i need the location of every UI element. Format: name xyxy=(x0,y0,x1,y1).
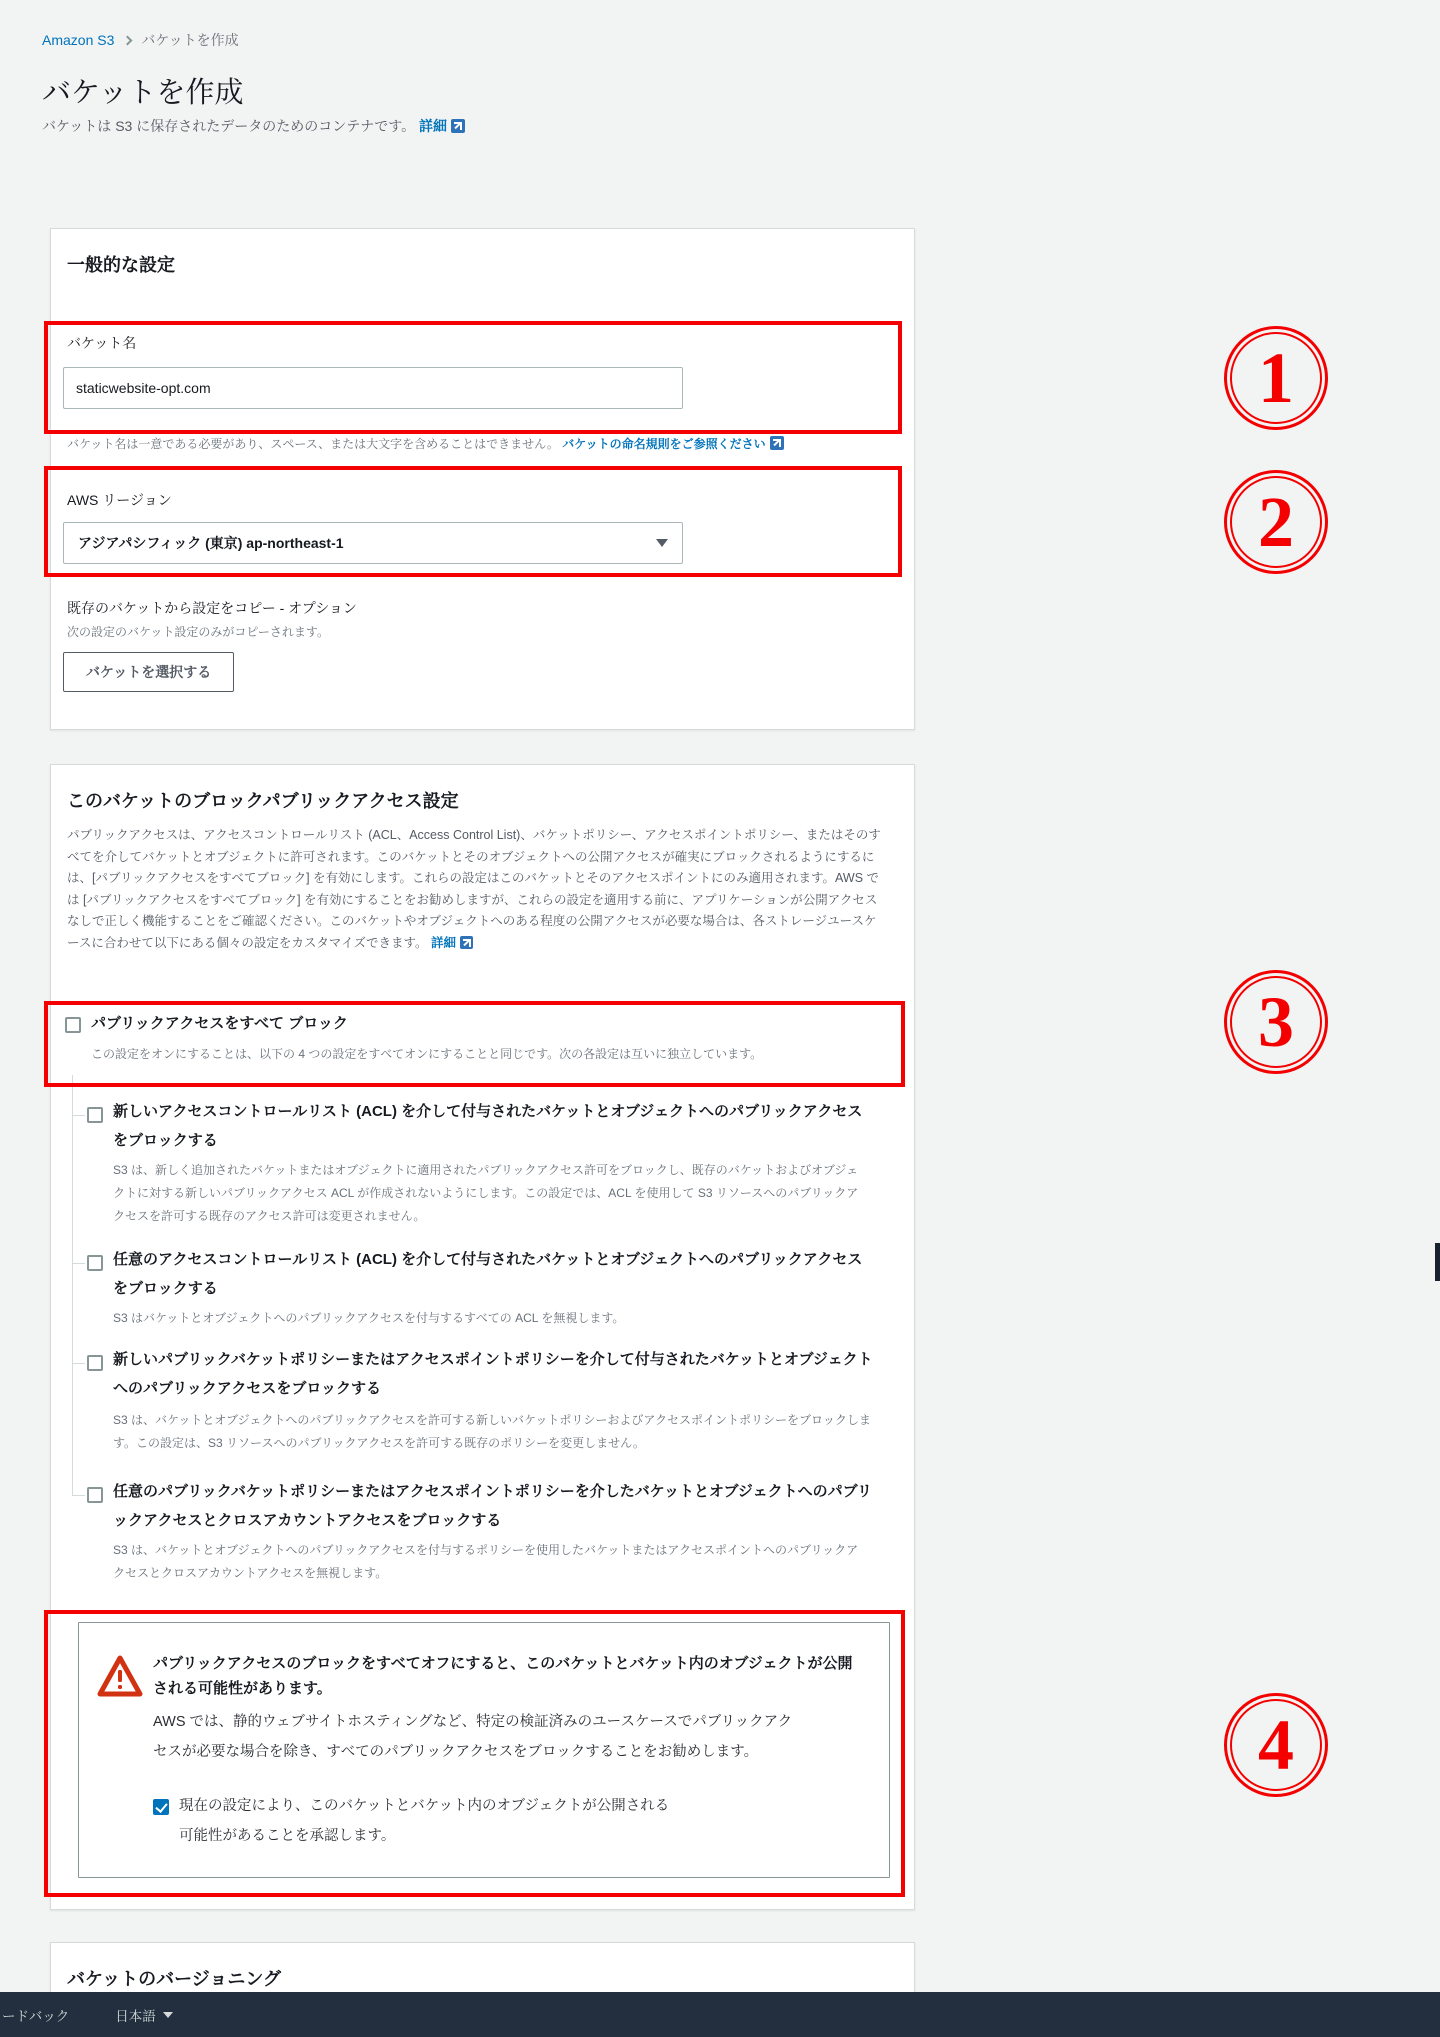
block-any-policy-label: 任意のパブリックバケットポリシーまたはアクセスポイントポリシーを介したバケットとオブジェクトへのパブリックアクセスとクロスアカウントアクセスをブロックする xyxy=(113,1483,873,1529)
acknowledge-checkbox[interactable] xyxy=(153,1799,169,1815)
warning-triangle-icon xyxy=(97,1655,143,1697)
choose-bucket-button[interactable]: バケットを選択する xyxy=(63,652,234,692)
block-all-public-access-checkbox[interactable] xyxy=(65,1017,81,1033)
annotation-circle-4: 4 xyxy=(1224,1693,1328,1797)
tree-connector-stub xyxy=(72,1115,85,1116)
bucket-name-input[interactable] xyxy=(63,367,683,409)
aws-region-label: AWS リージョン xyxy=(67,492,172,508)
external-link-icon[interactable] xyxy=(460,936,473,949)
footer-bar xyxy=(0,1992,1440,2037)
block-all-public-access-label: パブリックアクセスをすべて ブロック xyxy=(91,1015,348,1032)
aws-region-select[interactable] xyxy=(63,522,683,564)
block-any-acl-label: 任意のアクセスコントロールリスト (ACL) を介して付与されたバケットとオブジェクトへのパブリックアクセスをブロックする xyxy=(113,1251,863,1297)
external-link-icon[interactable] xyxy=(451,119,465,133)
block-public-access-heading: このバケットのブロックパブリックアクセス設定 xyxy=(67,791,459,811)
tree-connector-stub xyxy=(72,1263,85,1264)
breadcrumb-link-amazon-s3[interactable]: Amazon S3 xyxy=(42,32,115,48)
copy-settings-label: 既存のバケットから設定をコピー - オプション xyxy=(67,600,357,616)
general-settings-card xyxy=(50,228,915,730)
details-link[interactable]: 詳細 xyxy=(418,118,447,134)
warning-title: パブリックアクセスのブロックをすべてオフにすると、このバケットとバケット内のオブジェクトが公開される可能性があります。 xyxy=(153,1655,853,1697)
bucket-name-label: バケット名 xyxy=(67,335,137,351)
details-link[interactable]: 詳細 xyxy=(431,935,457,950)
annotation-circle-1: 1 xyxy=(1224,326,1328,430)
block-public-access-description-text: パブリックアクセスは、アクセスコントロールリスト (ACL、Access Control List)、バケットポリシー、アクセスポイントポリシー、またはそのすべてを介してバケットとオブジェクトに許可されます。このバケットとそのオブジェクトへの公開アクセスが確実にブロックされるようにするには、[パブリックアクセスをすべてブロック] を有効にします。これらの設定はこのバケットとそのアクセスポイントにのみ適用されます。AWS では [パブリックアクセスをすべてブロック] を有効にすることをお勧めしますが、これらの設定を適用する前に、アプリケーションが公開アクセスなしで正しく機能することをご確認ください。このバケットやオブジェクトへのある程度の公開アクセスが必要な場合は、各ストレージユースケースに合わせて以下にある個々の設定をカスタマイズできます。 xyxy=(67,828,881,950)
naming-rules-link[interactable]: バケットの命名規則をご参照ください xyxy=(562,437,766,451)
language-label: 日本語 xyxy=(115,2008,156,2024)
tree-connector-stub xyxy=(72,1363,85,1364)
page-subtitle xyxy=(42,116,465,136)
block-new-policy-label: 新しいパブリックバケットポリシーまたはアクセスポイントポリシーを介して付与されたバケットとオブジェクトへのパブリックアクセスをブロックする xyxy=(113,1351,873,1397)
annotation-circle-2: 2 xyxy=(1224,470,1328,574)
block-all-public-access-description: この設定をオンにすることは、以下の 4 つの設定をすべてオンにすることと同じです。次の各設定は互いに独立しています。 xyxy=(91,1047,763,1061)
tree-connector-line xyxy=(72,1075,73,1495)
chevron-down-icon xyxy=(163,2012,173,2018)
breadcrumb xyxy=(42,30,239,50)
bucket-name-hint-text: バケット名は一意である必要があり、スペース、または大文字を含めることはできません。 xyxy=(67,437,559,451)
chevron-right-icon xyxy=(123,35,133,45)
block-new-acl-description: S3 は、新しく追加されたバケットまたはオブジェクトに適用されたパブリックアクセス許可をブロックし、既存のバケットおよびオブジェクトに対する新しいパブリックアクセス ACL が作成されないようにします。この設定では、ACL を使用して S3 リソースへのパブリックアクセスを許可する既存のアクセス許可は変更されません。 xyxy=(113,1163,859,1223)
bucket-name-hint xyxy=(67,435,887,452)
block-any-acl-description: S3 はバケットとオブジェクトへのパブリックアクセスを付与するすべての ACL を無視します。 xyxy=(113,1311,625,1325)
page-title: バケットを作成 xyxy=(42,77,244,109)
block-new-policy-checkbox[interactable] xyxy=(87,1355,103,1371)
general-settings-heading: 一般的な設定 xyxy=(67,255,175,275)
breadcrumb-current: バケットを作成 xyxy=(141,32,239,48)
block-new-policy-description: S3 は、バケットとオブジェクトへのパブリックアクセスを許可する新しいバケットポリシーおよびアクセスポイントポリシーをブロックします。この設定は、S3 リソースへのパブリックアクセスを許可する既存のポリシーを変更しません。 xyxy=(113,1413,871,1450)
annotation-circle-3: 3 xyxy=(1224,970,1328,1074)
block-any-policy-description: S3 は、バケットとオブジェクトへのパブリックアクセスを付与するポリシーを使用したバケットまたはアクセスポイントへのパブリックアクセスとクロスアカウントアクセスを無視します。 xyxy=(113,1543,859,1580)
page-edge-mark xyxy=(1435,1243,1440,1281)
block-new-acl-checkbox[interactable] xyxy=(87,1107,103,1123)
block-public-access-description xyxy=(67,825,881,954)
copy-settings-description: 次の設定のバケット設定のみがコピーされます。 xyxy=(67,625,329,639)
acknowledge-label: 現在の設定により、このバケットとバケット内のオブジェクトが公開される可能性があることを承認します。 xyxy=(179,1798,670,1844)
tree-connector-stub xyxy=(72,1495,85,1496)
chevron-down-icon xyxy=(656,539,668,547)
aws-region-selected-value: アジアパシフィック (東京) ap-northeast-1 xyxy=(78,535,344,551)
page-subtitle-text: バケットは S3 に保存されたデータのためのコンテナです。 xyxy=(42,118,416,134)
external-link-icon[interactable] xyxy=(770,436,784,450)
block-new-acl-label: 新しいアクセスコントロールリスト (ACL) を介して付与されたバケットとオブジェクトへのパブリックアクセスをブロックする xyxy=(113,1103,863,1149)
warning-body: AWS では、静的ウェブサイトホスティングなど、特定の検証済みのユースケースでパブリックアクセスが必要な場合を除き、すべてのパブリックアクセスをブロックすることをお勧めします。 xyxy=(153,1714,793,1760)
block-any-acl-checkbox[interactable] xyxy=(87,1255,103,1271)
language-selector[interactable] xyxy=(115,2005,173,2025)
public-access-warning xyxy=(78,1622,890,1878)
block-any-policy-checkbox[interactable] xyxy=(87,1487,103,1503)
feedback-link[interactable]: ードバック xyxy=(2,2008,70,2024)
bucket-versioning-heading: バケットのバージョニング xyxy=(67,1969,282,1989)
